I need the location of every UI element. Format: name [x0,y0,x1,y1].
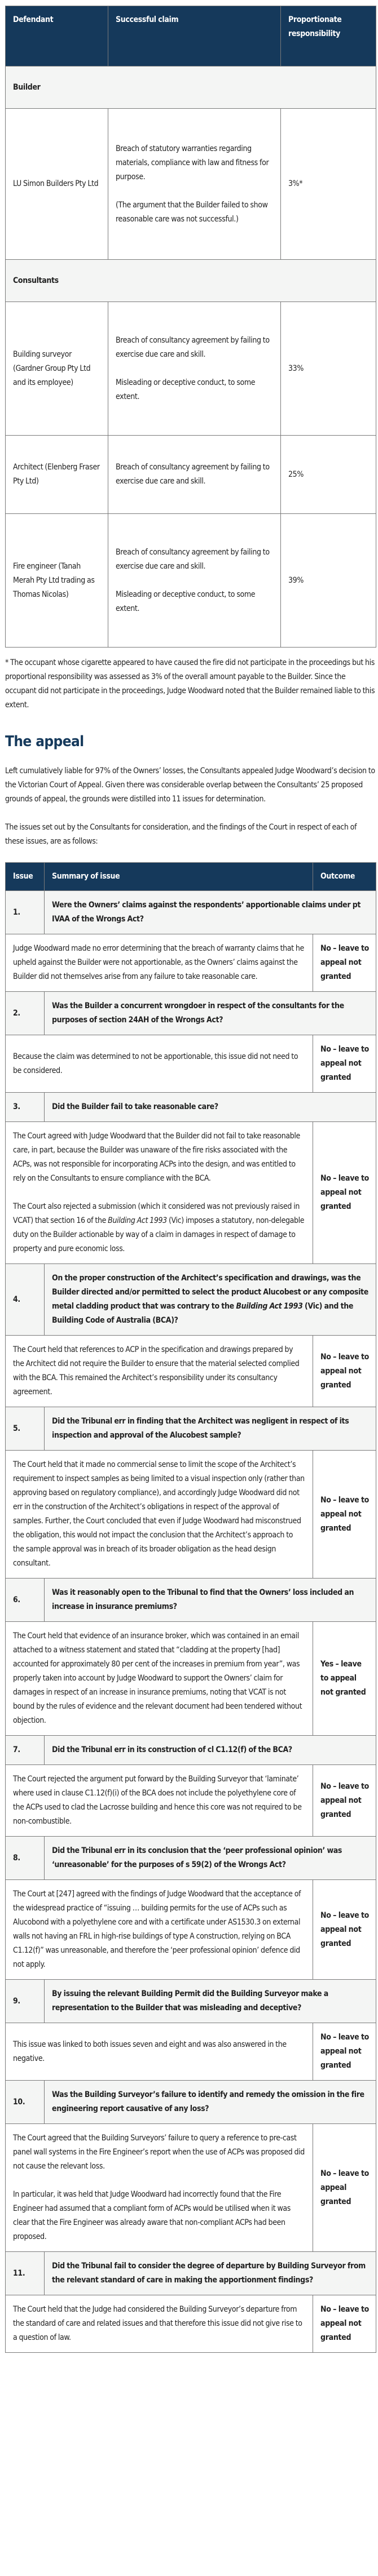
header-defendant: Defendant [6,6,108,66]
issue-finding [6,1880,313,1980]
defendant-name: Building surveyor (Gardner Group Pty Ltd and its employee) [6,302,108,436]
successful-claim [108,514,281,648]
issue-number: 6. [6,1579,45,1622]
issue-outcome: No – leave to appeal not granted [313,1765,376,1837]
issue-question-row [6,2081,376,2124]
text-run: (Vic) imposes a statutory, non-delegable duty on the Builder actionable by way of a claim in damages in respect of damage to property and pure economic loss. [13,1216,305,1253]
issue-finding [6,1035,313,1093]
issue-question-row [6,891,376,934]
issue-number: 3. [6,1093,45,1122]
issue-finding [6,2295,313,2353]
issue-question-row [6,1407,376,1451]
issue-outcome: Yes – leave to appeal not granted [313,1622,376,1736]
issue-number: 5. [6,1407,45,1451]
responsibility-value: 25% [281,436,376,514]
successful-claim [108,302,281,436]
finding-paragraph: Because the claim was determined to not be apportionable, this issue did not need to be considered. [13,1052,298,1075]
claim-text: Misleading or deceptive conduct, to some extent. [116,589,256,613]
responsibility-value: 3%* [281,109,376,260]
issue-question: Were the Owners’ claims against the respondents’ apportionable claims under pt IVAA of the Wrongs Act? [45,891,376,934]
issue-question [45,1264,376,1336]
issue-question: Did the Tribunal err in its construction of cl C1.12(f) of the BCA? [45,1736,376,1765]
issue-answer-row [6,1451,376,1579]
header-outcome: Outcome [313,863,376,891]
issue-finding [6,1336,313,1407]
defendant-row [6,302,376,436]
issue-outcome: No – leave to appeal not granted [313,1880,376,1980]
issue-question-row [6,992,376,1035]
issues-table-body [6,891,376,2353]
defendant-name: Fire engineer (Tanah Merah Pty Ltd trading as Thomas Nicolas) [6,514,108,648]
issue-question: Did the Builder fail to take reasonable care? [45,1093,376,1122]
issue-outcome: No – leave to appeal not granted [313,2023,376,2081]
issue-finding [6,2023,313,2081]
header-successful-claim: Successful claim [108,6,281,66]
issue-question: Was the Builder a concurrent wrongdoer in respect of the consultants for the purposes of section 24AH of the Wrongs Act? [45,992,376,1035]
section-heading: The appeal [5,733,84,750]
issue-answer-row [6,1765,376,1837]
issue-finding [6,2124,313,2252]
issue-answer-row [6,2295,376,2353]
issue-finding [6,1451,313,1579]
issue-finding [6,1622,313,1736]
issue-answer-row [6,2124,376,2252]
liability-table [5,6,376,648]
successful-claim [108,436,281,514]
issue-answer-row [6,934,376,992]
finding-paragraph: The Court held that it made no commercial sense to limit the scope of the Architect’s requirement to inspect samples as being limited to a visual inspection only (rather than approving based on regulatory compliance), and accordingly Judge Woodward did not err in the construction of the Architect’s obligations in respect of the approval of samples. Further, the Court concluded that even if Judge Woodward had misconstrued the obligation, this would not impact the conclusion that the Architect’s approach to the sample approval was in breach of its broader obligation as the head design consultant. [13,1460,305,1568]
header-proportionate-responsibility: Proportionate responsibility [281,6,376,66]
responsibility-value: 39% [281,514,376,648]
responsibility-value: 33% [281,302,376,436]
issue-outcome: No – leave to appeal not granted [313,1122,376,1264]
issue-question-row [6,1579,376,1622]
defendant-name: LU Simon Builders Pty Ltd [6,109,108,260]
finding-paragraph: This issue was linked to both issues seven and eight and was also answered in the negative. [13,2039,287,2063]
claim-text: Misleading or deceptive conduct, to some extent. [116,378,256,401]
successful-claim [108,109,281,260]
liability-table-header [6,6,376,66]
finding-paragraph: In particular, it was held that Judge Woodward had incorrectly found that the Fire Engineer had assumed that a compliant form of ACPs would be utilised when it was clear that the Fire Engineer was already aware that non-compliant ACPs had been proposed. [13,2190,291,2241]
claim-text: Breach of statutory warranties regarding materials, compliance with law and fitness for purpose. [116,144,269,181]
defendant-row [6,109,376,260]
finding-paragraph: The Court held that the Judge had considered the Building Surveyor’s departure from the standard of care and related issues and that therefore this issue did not give rise to a question of law. [13,2305,302,2342]
section-label: Builder [6,66,376,109]
issue-answer-row [6,1880,376,1980]
statute-title: Building Act 1993 [108,1216,167,1225]
issue-number: 4. [6,1264,45,1336]
issue-question: Did the Tribunal err in finding that the Architect was negligent in respect of its inspection and approval of the Alucobest sample? [45,1407,376,1451]
header-summary: Summary of issue [45,863,313,891]
section-row-consultants [6,260,376,302]
finding-paragraph: The Court rejected the argument put forward by the Building Surveyor that ‘laminate’ where used in clause C1.12(f)(i) of the BCA does not include the polyethylene core of the ACPs used to clad the Lacrosse building and hence this core was not required to be non-combustible. [13,1775,302,1826]
paragraph: Left cumulatively liable for 97% of the Owners’ losses, the Consultants appealed Judge Woodward’s decision to the Victorian Court of Appeal. Given there was considerable overlap between the Consultants’ 25 proposed grounds of appeal, the grounds were distilled into 11 issues for determination. [5,766,375,804]
header-issue: Issue [6,863,45,891]
issue-answer-row [6,1336,376,1407]
issue-question-row [6,1837,376,1880]
issue-number: 1. [6,891,45,934]
issue-question: Was it reasonably open to the Tribunal to find that the Owners’ loss included an increase in insurance premiums? [45,1579,376,1622]
issue-question-row [6,1980,376,2023]
issue-outcome: No – leave to appeal not granted [313,1451,376,1579]
text-run: On the proper construction of the Architect’s specification and drawings, was the Builder directed and/or permitted to select the product Alucobest or any composite metal cladding product that was contrary to the [52,1274,368,1311]
finding-paragraph: The Court held that references to ACP in the specification and drawings prepared by the Architect did not require the Builder to ensure that the material selected complied with the BCA. This remained the Architect’s responsibility under its consultancy agreement. [13,1345,300,1396]
issue-question-row [6,1093,376,1122]
issue-outcome: No – leave to appeal not granted [313,1035,376,1093]
issue-answer-row [6,1122,376,1264]
issue-question-row [6,1736,376,1765]
statute-title: Building Act 1993 [236,1302,303,1311]
issue-number: 2. [6,992,45,1035]
finding-paragraph: The Court agreed with Judge Woodward that the Builder did not fail to take reasonable care, in part, because the Builder was unaware of the fire risks associated with the ACPs, was not responsible for incorporating ACPs into the design, and was entitled to rely on the Consultants to ensure compliance with the BCA. [13,1132,300,1183]
issue-answer-row [6,1622,376,1736]
footnote: * The occupant whose cigarette appeared to have caused the fire did not participate in the proceedings but his proportional responsibility was assessed as 3% of the overall amount payable to the Builder. Since the occupant did not participate in the proceedings, Judge Woodward noted that the Builder remained liable to this extent. [5,658,375,710]
section-row-builder [6,66,376,109]
issue-finding [6,934,313,992]
issue-number: 8. [6,1837,45,1880]
article-page [5,6,376,2353]
claim-text: Breach of consultancy agreement by failing to exercise due care and skill. [116,463,270,486]
issue-number: 11. [6,2252,45,2295]
issue-outcome: No – leave to appeal not granted [313,934,376,992]
issue-answer-row [6,2023,376,2081]
claim-text: Breach of consultancy agreement by failing to exercise due care and skill. [116,547,270,571]
finding-paragraph [13,1200,305,1256]
issue-question: Did the Tribunal fail to consider the degree of departure by Building Surveyor from the relevant standard of care in making the apportionment findings? [45,2252,376,2295]
finding-paragraph: The Court held that evidence of an insurance broker, which was contained in an email attached to a witness statement and stated that “cladding at the property [had] accounted for approximately 80 per cent of the increases in premium from year”, was properly taken into account by Judge Woodward to support the Owners’ claim for damages in respect of an increase in insurance premiums, noting that VCAT is not bound by the rules of evidence and the relevant document had been tendered without objection. [13,1631,302,1725]
defendant-row [6,514,376,648]
finding-paragraph: Judge Woodward made no error determining that the breach of warranty claims that he upheld against the Builder were not apportionable, as the Owners’ claims against the Builder did not themselves arise from any failure to take reasonable care. [13,944,304,981]
defendant-name: Architect (Elenberg Fraser Pty Ltd) [6,436,108,514]
issue-number: 7. [6,1736,45,1765]
claim-text: (The argument that the Builder failed to show reasonable care was not successful.) [116,200,268,224]
section-label: Consultants [6,260,376,302]
paragraph: The issues set out by the Consultants for consideration, and the findings of the Court in respect of each of these issues, are as follows: [5,823,357,846]
issues-table-header [6,863,376,891]
claim-text: Breach of consultancy agreement by failing to exercise due care and skill. [116,335,270,359]
issue-finding [6,1122,313,1264]
issue-outcome: No – leave to appeal granted [313,2124,376,2252]
issue-question: Was the Building Surveyor’s failure to identify and remedy the omission in the fire engineering report causative of any loss? [45,2081,376,2124]
issue-question: By issuing the relevant Building Permit did the Building Surveyor make a representation to the Builder that was misleading and deceptive? [45,1980,376,2023]
finding-paragraph: The Court at [247] agreed with the findings of Judge Woodward that the acceptance of the widespread practice of “issuing … building permits for the use of ACPs such as Alucobond with a polyethylene core and with a certificate under AS1530.3 on external walls not having an FRL in high-rise buildings of type A construction, relying on BCA C1.12(f)” was unreasonable, and therefore the ‘peer professional opinion’ defence did not apply. [13,1890,301,1969]
issue-question-row [6,2252,376,2295]
issue-outcome: No – leave to appeal not granted [313,1336,376,1407]
text-run: The Court also rejected a submission (which it considered was not previously raised in VCAT) that section 16 of the [13,1202,300,1225]
issue-question: Did the Tribunal err in its conclusion that the ‘peer professional opinion’ was ‘unreasonable’ for the purposes of s 59(2) of the Wrongs Act? [45,1837,376,1880]
issue-question-row [6,1264,376,1336]
finding-paragraph: The Court agreed that the Building Surveyors’ failure to query a reference to pre-cast panel wall systems in the Fire Engineer’s report when the use of ACPs was proposed did not cause the relevant loss. [13,2134,305,2171]
text-run: (Vic) and the Building Code of Australia (BCA)? [52,1302,354,1325]
issue-number: 9. [6,1980,45,2023]
issue-outcome: No – leave to appeal not granted [313,2295,376,2353]
issue-finding [6,1765,313,1837]
issues-table [5,862,376,2353]
issue-number: 10. [6,2081,45,2124]
defendant-row [6,436,376,514]
issue-answer-row [6,1035,376,1093]
